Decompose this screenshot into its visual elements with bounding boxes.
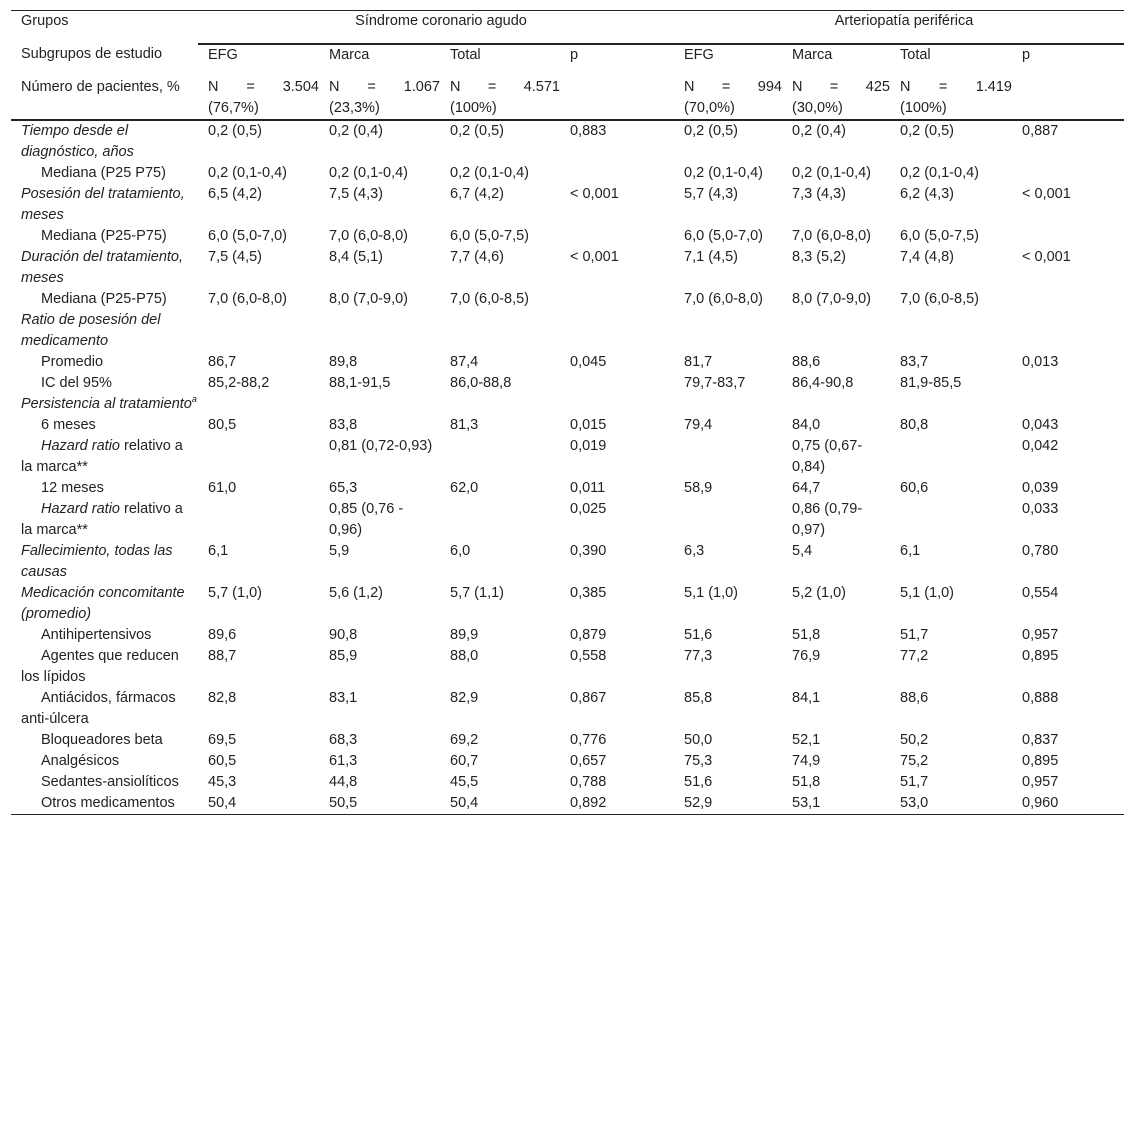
table-cell: 75,3 (684, 752, 713, 769)
table-cell: 0,039 (1022, 479, 1059, 496)
table-cell: 89,9 (450, 626, 479, 643)
table-cell: 6,5 (4,2) (208, 185, 262, 202)
header-row-subgroups (11, 44, 1124, 77)
table-cell: 0,2 (0,4) (792, 122, 847, 139)
table-row (11, 730, 1124, 751)
table-cell: 0,2 (0,1-0,4) (684, 164, 764, 181)
table-cell: 5,7 (1,1) (450, 584, 504, 601)
table-cell: 69,2 (450, 731, 479, 748)
table-cell: 81,9-85,5 (900, 374, 962, 391)
table-cell: 7,0 (6,0-8,0) (208, 290, 287, 307)
table-cell: 60,6 (900, 479, 929, 496)
table-cell: 82,8 (208, 689, 237, 706)
table-cell: 68,3 (329, 731, 358, 748)
row-label: Analgésicos (41, 752, 120, 769)
table-cell: 5,2 (1,0) (792, 584, 847, 601)
row-label: Posesión del tratamiento, meses (21, 185, 185, 223)
row-label: 6 meses (41, 416, 96, 433)
table-cell: 0,2 (0,1-0,4) (450, 164, 529, 181)
table-row (11, 646, 1124, 688)
table-cell: 88,0 (450, 647, 479, 664)
table-cell: 7,0 (6,0-8,5) (450, 290, 529, 307)
table-cell: 82,9 (450, 689, 479, 706)
table-cell: 0,892 (560, 793, 674, 815)
table-cell: 64,7 (792, 479, 821, 496)
table-cell: 76,9 (792, 647, 821, 664)
table-cell: 0,015 (570, 416, 607, 433)
table-cell (198, 394, 319, 415)
table-cell: 6,2 (4,3) (900, 185, 955, 202)
table-cell: 85,8 (684, 689, 713, 706)
table-cell (1012, 289, 1124, 310)
table-cell (198, 436, 319, 478)
table-cell: 0,657 (570, 752, 607, 769)
table-cell: 0,045 (570, 353, 607, 370)
table-cell: 0,895 (1022, 647, 1059, 664)
table-cell (674, 394, 782, 415)
table-cell: 0,2 (0,5) (450, 122, 504, 139)
table-cell (560, 373, 674, 394)
table-row (11, 541, 1124, 583)
table-cell: 88,6 (792, 353, 821, 370)
table-cell: 44,8 (329, 773, 358, 790)
table-cell: 7,7 (4,6) (450, 248, 504, 265)
table-cell: 0,788 (570, 773, 607, 790)
table-row (11, 499, 1124, 541)
table-cell: 8,4 (5,1) (329, 248, 383, 265)
table-cell: 80,8 (900, 416, 929, 433)
table-cell: 0,879 (570, 626, 607, 643)
header-sca-marca: Marca (329, 46, 370, 63)
table-cell (560, 394, 674, 415)
table-cell: 60,5 (208, 752, 237, 769)
table-cell: 81,7 (684, 353, 713, 370)
table-cell: < 0,001 (570, 248, 619, 265)
header-n-ap-p (1012, 77, 1124, 120)
row-label: Bloqueadores beta (41, 731, 163, 748)
table-cell: 0,2 (0,1-0,4) (208, 164, 287, 181)
table-cell (440, 310, 560, 352)
table-cell: 61,3 (329, 752, 358, 769)
table-cell: 75,2 (900, 752, 929, 769)
table-cell: 88,6 (900, 689, 929, 706)
table-cell (674, 499, 782, 541)
table-cell: 51,7 (900, 626, 929, 643)
table-cell: 65,3 (329, 479, 358, 496)
header-row-groups (11, 11, 1124, 44)
table-cell: 0,025 (570, 500, 607, 517)
table-cell: 0,2 (0,1-0,4) (900, 164, 980, 181)
data-table (11, 10, 1124, 815)
table-cell: 0,390 (570, 542, 607, 559)
table-cell: 50,2 (900, 731, 929, 748)
table-cell (440, 436, 560, 478)
table-row (11, 184, 1124, 226)
table-cell: 77,2 (900, 647, 929, 664)
table-cell: 51,8 (792, 773, 821, 790)
table-cell: 8,0 (7,0-9,0) (792, 290, 872, 307)
header-n-sca-p (560, 77, 674, 120)
table-row (11, 289, 1124, 310)
table-cell: 83,7 (900, 353, 929, 370)
table-row (11, 394, 1124, 415)
table-cell: 86,0-88,8 (450, 374, 512, 391)
table-cell: 0,2 (0,5) (208, 122, 262, 139)
table-cell (560, 289, 674, 310)
table-row (11, 751, 1124, 772)
row-label: 12 meses (41, 479, 104, 496)
header-sca-total: Total (450, 46, 481, 63)
table-cell: 6,7 (4,2) (450, 185, 504, 202)
table-body (11, 120, 1124, 815)
row-label: Mediana (P25 P75) (41, 164, 166, 181)
table-cell: 6,0 (5,0-7,0) (208, 227, 287, 244)
table-cell: 89,8 (329, 353, 358, 370)
table-cell (1012, 373, 1124, 394)
table-cell: 84,1 (792, 689, 821, 706)
row-label: Mediana (P25-P75) (41, 290, 167, 307)
table-cell (890, 499, 1012, 541)
table-row (11, 772, 1124, 793)
table-cell (1012, 310, 1124, 352)
table-cell (440, 394, 560, 415)
table-row (11, 415, 1124, 436)
row-label: Sedantes-ansiolíticos (41, 773, 179, 790)
table-cell: 0,957 (1022, 773, 1059, 790)
header-ap-marca: Marca (792, 46, 833, 63)
table-cell: 0,776 (570, 731, 607, 748)
table-cell: 0,011 (570, 479, 606, 496)
table-cell: 53,1 (782, 793, 890, 815)
header-sca-efg: EFG (208, 46, 238, 63)
table-cell (1012, 226, 1124, 247)
table-cell: 60,7 (450, 752, 479, 769)
table-cell: 7,4 (4,8) (900, 248, 955, 265)
table-cell: 0,2 (0,5) (684, 122, 739, 139)
table-cell: 7,0 (6,0-8,0) (792, 227, 872, 244)
header-n-ap-marca: N = 425 (30,0%) (782, 77, 890, 120)
table-cell: 6,1 (208, 542, 229, 559)
table-cell: 69,5 (208, 731, 237, 748)
row-label: Mediana (P25-P75) (41, 227, 167, 244)
table-cell: 0,043 (1022, 416, 1059, 433)
header-num-pacientes: Número de pacientes, % (11, 77, 198, 120)
row-label: Fallecimiento, todas las causas (21, 542, 173, 580)
table-cell: 0,013 (1022, 353, 1059, 370)
table-cell: 5,1 (1,0) (684, 584, 739, 601)
row-label: Persistencia al tratamiento$^a$ (21, 393, 197, 412)
header-ap-efg: EFG (684, 46, 714, 63)
table-cell: 0,957 (1022, 626, 1059, 643)
table-cell: 89,6 (208, 626, 237, 643)
table-cell (198, 310, 319, 352)
row-label: Antiácidos, fármacos anti-úlcera (21, 689, 176, 727)
table-cell: 0,895 (1022, 752, 1059, 769)
table-cell: 79,4 (684, 416, 713, 433)
header-ap-p: p (1022, 46, 1031, 63)
row-label: Antihipertensivos (41, 626, 152, 643)
table-cell: 79,7-83,7 (684, 374, 746, 391)
table-cell: < 0,001 (570, 185, 619, 202)
table-cell: 77,3 (684, 647, 713, 664)
header-group-sca: Síndrome coronario agudo (198, 11, 674, 44)
table-cell (440, 499, 560, 541)
table-cell: 88,1-91,5 (329, 374, 391, 391)
table-cell: 86,7 (208, 353, 237, 370)
table-cell: 5,1 (1,0) (900, 584, 955, 601)
table-row (11, 436, 1124, 478)
table-cell (674, 310, 782, 352)
header-n-sca-total: N = 4.571 (100%) (440, 77, 560, 120)
table-cell: 0,888 (1022, 689, 1059, 706)
table-cell (198, 499, 319, 541)
table-cell: 50,5 (319, 793, 440, 815)
table-cell: 53,0 (890, 793, 1012, 815)
table-cell: 0,780 (1022, 542, 1059, 559)
table-cell: 51,6 (684, 773, 713, 790)
table-cell: 51,6 (684, 626, 713, 643)
table-cell: 85,2-88,2 (208, 374, 270, 391)
table-cell: 5,9 (329, 542, 350, 559)
header-n-ap-efg: N = 994 (70,0%) (674, 77, 782, 120)
table-cell: 7,0 (6,0-8,0) (684, 290, 764, 307)
table-cell: 0,2 (0,1-0,4) (329, 164, 408, 181)
table-cell (560, 310, 674, 352)
table-cell: 0,2 (0,5) (900, 122, 955, 139)
table-cell: 0,81 (0,72-0,93) (329, 437, 433, 454)
table-row (11, 247, 1124, 289)
table-cell: 52,1 (792, 731, 821, 748)
table-cell: 90,8 (329, 626, 358, 643)
header-group-ap: Arteriopatía periférica (674, 11, 1124, 44)
table-cell: 6,1 (900, 542, 921, 559)
table-cell: 74,9 (792, 752, 821, 769)
table-cell: 0,558 (570, 647, 607, 664)
table-cell: 0,033 (1022, 500, 1059, 517)
table-cell: 84,0 (792, 416, 821, 433)
table-cell: 0,960 (1012, 793, 1124, 815)
table-cell: 0,867 (570, 689, 607, 706)
table-cell: 5,4 (792, 542, 813, 559)
row-label: Otros medicamentos (11, 793, 198, 815)
table-cell: 7,0 (6,0-8,0) (329, 227, 408, 244)
table-row (11, 352, 1124, 373)
table-cell: 7,3 (4,3) (792, 185, 847, 202)
table-cell: < 0,001 (1022, 248, 1071, 265)
row-label: Duración del tratamiento, meses (21, 248, 183, 286)
row-label: Tiempo desde el diagnóstico, años (21, 122, 134, 160)
table-cell: 0,042 (1022, 437, 1059, 454)
table-row (11, 625, 1124, 646)
table-cell (890, 310, 1012, 352)
table-cell: 7,5 (4,3) (329, 185, 383, 202)
table-cell: 87,4 (450, 353, 479, 370)
table-cell: 0,86 (0,79-0,97) (792, 500, 863, 538)
table-cell (1012, 394, 1124, 415)
table-cell (890, 394, 1012, 415)
table-cell: 0,2 (0,4) (329, 122, 383, 139)
table-cell: 5,7 (1,0) (208, 584, 262, 601)
table-cell: 6,0 (450, 542, 471, 559)
row-label: Ratio de posesión del medicamento (21, 311, 161, 349)
table-cell: 86,4-90,8 (792, 374, 854, 391)
table-cell: 5,7 (4,3) (684, 185, 739, 202)
header-row-patients (11, 77, 1124, 120)
header-ap-total: Total (900, 46, 931, 63)
row-label: IC del 95% (41, 374, 112, 391)
table-cell: 0,2 (0,1-0,4) (792, 164, 872, 181)
table-cell (782, 310, 890, 352)
row-label: Promedio (41, 353, 104, 370)
table-cell: 5,6 (1,2) (329, 584, 383, 601)
table-row (11, 310, 1124, 352)
table-row (11, 688, 1124, 730)
table-cell: 45,3 (208, 773, 237, 790)
table-row (11, 163, 1124, 184)
table-cell: 88,7 (208, 647, 237, 664)
row-label: Hazard ratio relativo a la marca** (21, 437, 183, 475)
table-cell (319, 394, 440, 415)
table-row (11, 793, 1124, 815)
table-cell: 7,1 (4,5) (684, 248, 739, 265)
table-cell (890, 436, 1012, 478)
table-cell: 7,5 (4,5) (208, 248, 262, 265)
table-row (11, 120, 1124, 163)
table-cell: 50,0 (684, 731, 713, 748)
header-n-ap-total: N = 1.419 (100%) (890, 77, 1012, 120)
table-cell: 52,9 (674, 793, 782, 815)
table-cell: 50,4 (440, 793, 560, 815)
table-row (11, 583, 1124, 625)
table-cell: 6,0 (5,0-7,0) (684, 227, 764, 244)
table-cell: 85,9 (329, 647, 358, 664)
table-cell: 50,4 (198, 793, 319, 815)
table-cell: 80,5 (208, 416, 237, 433)
header-n-sca-marca: N = 1.067 (23,3%) (319, 77, 440, 120)
table-cell: 58,9 (684, 479, 713, 496)
table-cell: 61,0 (208, 479, 237, 496)
table-cell: 6,0 (5,0-7,5) (900, 227, 980, 244)
table-cell: 6,0 (5,0-7,5) (450, 227, 529, 244)
table-cell (782, 394, 890, 415)
table-cell: 0,019 (570, 437, 607, 454)
table-cell: 6,3 (684, 542, 705, 559)
table-cell: 0,554 (1022, 584, 1059, 601)
header-n-sca-efg: N = 3.504 (76,7%) (198, 77, 319, 120)
table-cell: 0,385 (570, 584, 607, 601)
row-label: Hazard ratio relativo a la marca** (21, 500, 183, 538)
table-cell: 0,887 (1022, 122, 1059, 139)
table-cell (560, 226, 674, 247)
table-cell: 0,837 (1022, 731, 1059, 748)
table-cell: 0,883 (570, 122, 607, 139)
header-grupos: Grupos (11, 11, 198, 44)
row-label: Medicación concomitante (promedio) (21, 584, 185, 622)
table-cell (319, 310, 440, 352)
table-cell: 45,5 (450, 773, 479, 790)
table-row (11, 226, 1124, 247)
table-cell: 7,0 (6,0-8,5) (900, 290, 980, 307)
table-cell: 83,8 (329, 416, 358, 433)
table-cell: 83,1 (329, 689, 358, 706)
table-cell: 51,8 (792, 626, 821, 643)
header-sca-p: p (570, 46, 579, 63)
table-cell: 81,3 (450, 416, 479, 433)
table-cell: 8,3 (5,2) (792, 248, 847, 265)
row-label: Agentes que reducen los lípidos (21, 647, 179, 685)
table-row (11, 373, 1124, 394)
table-cell: < 0,001 (1022, 185, 1071, 202)
table-row (11, 478, 1124, 499)
header-subgrupos: Subgrupos de estudio (21, 45, 163, 62)
table-cell: 51,7 (900, 773, 929, 790)
table-cell: 0,75 (0,67-0,84) (792, 437, 863, 475)
table-cell: 62,0 (450, 479, 479, 496)
table-cell (1012, 163, 1124, 184)
table-cell (560, 163, 674, 184)
table-cell (674, 436, 782, 478)
table-cell: 8,0 (7,0-9,0) (329, 290, 408, 307)
table-cell: 0,85 (0,76 - 0,96) (329, 500, 404, 538)
